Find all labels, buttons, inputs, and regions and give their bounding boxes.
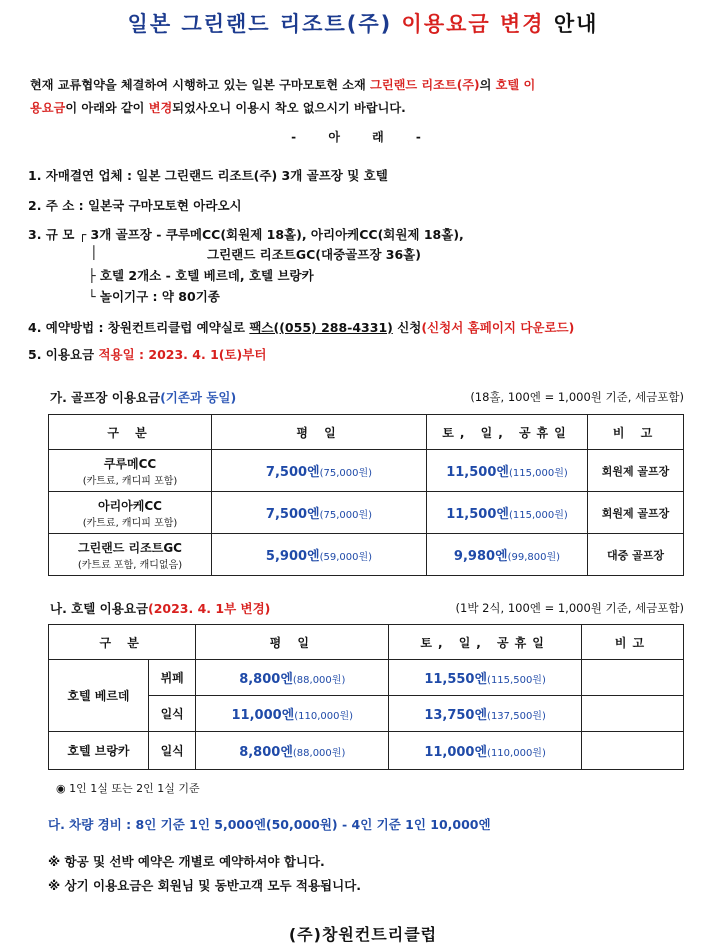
- table-row: [49, 732, 684, 770]
- weekday-price: 7,500엔: [265, 507, 320, 522]
- weekday-price-cell: [196, 696, 389, 732]
- weekday-price-won: (59,000원): [319, 552, 373, 563]
- note-cell: [582, 696, 684, 732]
- hotel-table-header: [49, 625, 684, 660]
- item-1: 1. 자매결연 업체 : 일본 그린랜드 리조트(주) 3개 골프장 및 호텔: [28, 168, 388, 183]
- item-3-line-1: 3. 규 모 ┌ 3개 골프장 - 쿠루메CC(회원제 18홀), 아리아케CC(회원제 18홀),: [28, 227, 464, 242]
- intro-d: 호텔 이: [495, 78, 536, 92]
- intro-h: 되었사오니 이용시 착오 없으시기 바랍니다.: [172, 101, 406, 115]
- golf-course-sub: (카트료, 캐디피 포함): [82, 517, 178, 529]
- golf-course-type: 회원제 골프장: [588, 492, 684, 534]
- weekday-price-won: (88,000원): [292, 748, 346, 759]
- golf-course-sub: (카트료 포함, 캐디없음): [77, 559, 183, 571]
- weekday-price-won: (88,000원): [292, 675, 346, 686]
- golf-course-cell: [49, 492, 212, 534]
- hotel-heading-b: (2023. 4. 1부 변경): [147, 601, 271, 616]
- weekday-price: 8,800엔: [239, 672, 293, 687]
- hotel-name: 호텔 베르데: [49, 660, 149, 732]
- golf-table-header: [49, 415, 684, 450]
- weekend-price-cell: [427, 534, 588, 576]
- weekend-price-cell: [427, 492, 588, 534]
- golf-heading-a: 가. 골프장 이용요금: [50, 390, 161, 405]
- weekend-price: 11,500엔: [446, 465, 509, 480]
- golf-course-cell: [49, 450, 212, 492]
- weekend-price: 11,000엔: [424, 745, 488, 760]
- section-divider-label: - 아 래 -: [291, 130, 435, 144]
- meal-type: 일식: [148, 732, 195, 770]
- hotel-heading-a: 나. 호텔 이용요금: [50, 601, 148, 616]
- weekend-price-cell: [427, 450, 588, 492]
- hotel-heading: [50, 599, 270, 617]
- page-title: [0, 8, 726, 38]
- item-3-line-2: 그린랜드 리조트GC(대중골프장 36홀): [207, 247, 421, 262]
- notice-1: ※ 항공 및 선박 예약은 개별로 예약하셔야 합니다.: [48, 854, 325, 869]
- weekend-price-won: (115,000원): [508, 468, 568, 479]
- note-cell: [582, 660, 684, 696]
- weekend-price-cell: [389, 660, 582, 696]
- intro-e: 용요금: [30, 101, 66, 115]
- weekday-price-won: (110,000원): [294, 711, 354, 722]
- intro-c: 의: [479, 78, 496, 92]
- intro-g: 변경: [148, 101, 173, 115]
- golf-course-cell: [49, 534, 212, 576]
- title-part-2: 이용요금 변경: [401, 12, 545, 36]
- item-4-d: (신청서 홈페이지 다운로드): [421, 320, 575, 335]
- golf-heading: [50, 388, 236, 406]
- weekday-price-cell: [196, 660, 389, 696]
- note-cell: [582, 732, 684, 770]
- golf-course-sub: (카트료, 캐디피 포함): [82, 475, 178, 487]
- weekday-price-cell: [212, 492, 427, 534]
- golf-course-type: 대중 골프장: [588, 534, 684, 576]
- item-2: 2. 주 소 : 일본국 구마모토현 아라오시: [28, 198, 242, 213]
- golf-course-name: 쿠루메CC: [103, 456, 157, 471]
- weekend-price: 13,750엔: [424, 708, 488, 723]
- intro-paragraph: [30, 74, 535, 120]
- item-3-line-3: ├ 호텔 2개소 - 호텔 베르데, 호텔 브랑카: [88, 268, 314, 283]
- hotel-header-note: 비고: [582, 625, 684, 660]
- weekday-price: 11,000엔: [231, 708, 295, 723]
- item-5-b: 적용일 : 2023. 4. 1(토)부터: [98, 347, 267, 362]
- vehicle-cost: 다. 차량 경비 : 8인 기준 1인 5,000엔(50,000원) - 4인 기준 1인 10,000엔: [48, 817, 491, 832]
- weekday-price-cell: [212, 534, 427, 576]
- notice-2: ※ 상기 이용요금은 회원님 및 동반고객 모두 적용됩니다.: [48, 878, 362, 893]
- hotel-header-weekend: 토, 일, 공휴일: [389, 625, 582, 660]
- golf-header-weekend: 토, 일, 공휴일: [427, 415, 588, 450]
- meal-type: 뷔페: [148, 660, 195, 696]
- hotel-rate-table: [48, 624, 684, 770]
- hotel-name: 호텔 브랑카: [49, 732, 149, 770]
- weekday-price-won: (75,000원): [319, 510, 373, 521]
- golf-header-note: 비 고: [588, 415, 684, 450]
- golf-course-name: 그린랜드 리조트GC: [78, 540, 182, 555]
- item-5-a: 5. 이용요금: [28, 347, 99, 362]
- footer-org-name: (주)창원컨트리클럽: [288, 925, 438, 944]
- weekend-price: 11,500엔: [446, 507, 509, 522]
- table-row: [49, 534, 684, 576]
- weekend-price-won: (137,500원): [487, 711, 546, 722]
- golf-header-category: 구 분: [49, 415, 212, 450]
- golf-note: (18홀, 100엔 = 1,000원 기준, 세금포함): [470, 390, 684, 404]
- item-4-a: 4. 예약방법 : 창원컨트리클럽 예약실로: [28, 320, 250, 335]
- weekend-price-cell: [389, 696, 582, 732]
- weekend-price-won: (99,800원): [507, 552, 561, 563]
- intro-f: 이 아래와 같이: [65, 101, 149, 115]
- hotel-header-category: 구 분: [49, 625, 196, 660]
- weekday-price: 5,900엔: [265, 549, 320, 564]
- table-row: [49, 660, 684, 696]
- weekday-price: 8,800엔: [239, 745, 293, 760]
- hotel-header-weekday: 평 일: [196, 625, 389, 660]
- item-4-c: 신청: [392, 320, 422, 335]
- golf-course-type: 회원제 골프장: [588, 450, 684, 492]
- golf-header-weekday: 평 일: [212, 415, 427, 450]
- golf-rate-table: [48, 414, 684, 576]
- item-4-fax: 팩스((055) 288-4331): [249, 320, 393, 335]
- intro-b: 그린랜드 리조트(주): [370, 78, 480, 92]
- table-row: [49, 492, 684, 534]
- weekend-price: 11,550엔: [424, 672, 488, 687]
- weekend-price-won: (115,000원): [508, 510, 568, 521]
- hotel-footnote: ◉ 1인 1실 또는 2인 1실 기준: [56, 782, 200, 795]
- weekend-price-won: (110,000원): [487, 748, 546, 759]
- item-5: [28, 345, 266, 363]
- weekday-price-cell: [212, 450, 427, 492]
- item-3-line-4: └ 놀이기구 : 약 80기종: [88, 289, 220, 304]
- item-4: [28, 318, 574, 336]
- weekday-price-cell: [196, 732, 389, 770]
- item-3-bar: │: [90, 245, 98, 260]
- weekend-price: 9,980엔: [453, 549, 508, 564]
- weekday-price: 7,500엔: [265, 465, 320, 480]
- table-row: [49, 450, 684, 492]
- weekend-price-cell: [389, 732, 582, 770]
- meal-type: 일식: [148, 696, 195, 732]
- golf-course-name: 아리아케CC: [98, 498, 162, 513]
- golf-heading-b: (기존과 동일): [160, 390, 237, 405]
- weekend-price-won: (115,500원): [487, 675, 546, 686]
- hotel-note: (1박 2식, 100엔 = 1,000원 기준, 세금포함): [455, 601, 684, 615]
- title-part-1: 일본 그린랜드 리조트(주): [127, 12, 402, 36]
- title-part-3: 안내: [544, 12, 599, 36]
- intro-a: 현재 교류협약을 체결하여 시행하고 있는 일본 구마모토현 소재: [30, 78, 371, 92]
- weekday-price-won: (75,000원): [319, 468, 373, 479]
